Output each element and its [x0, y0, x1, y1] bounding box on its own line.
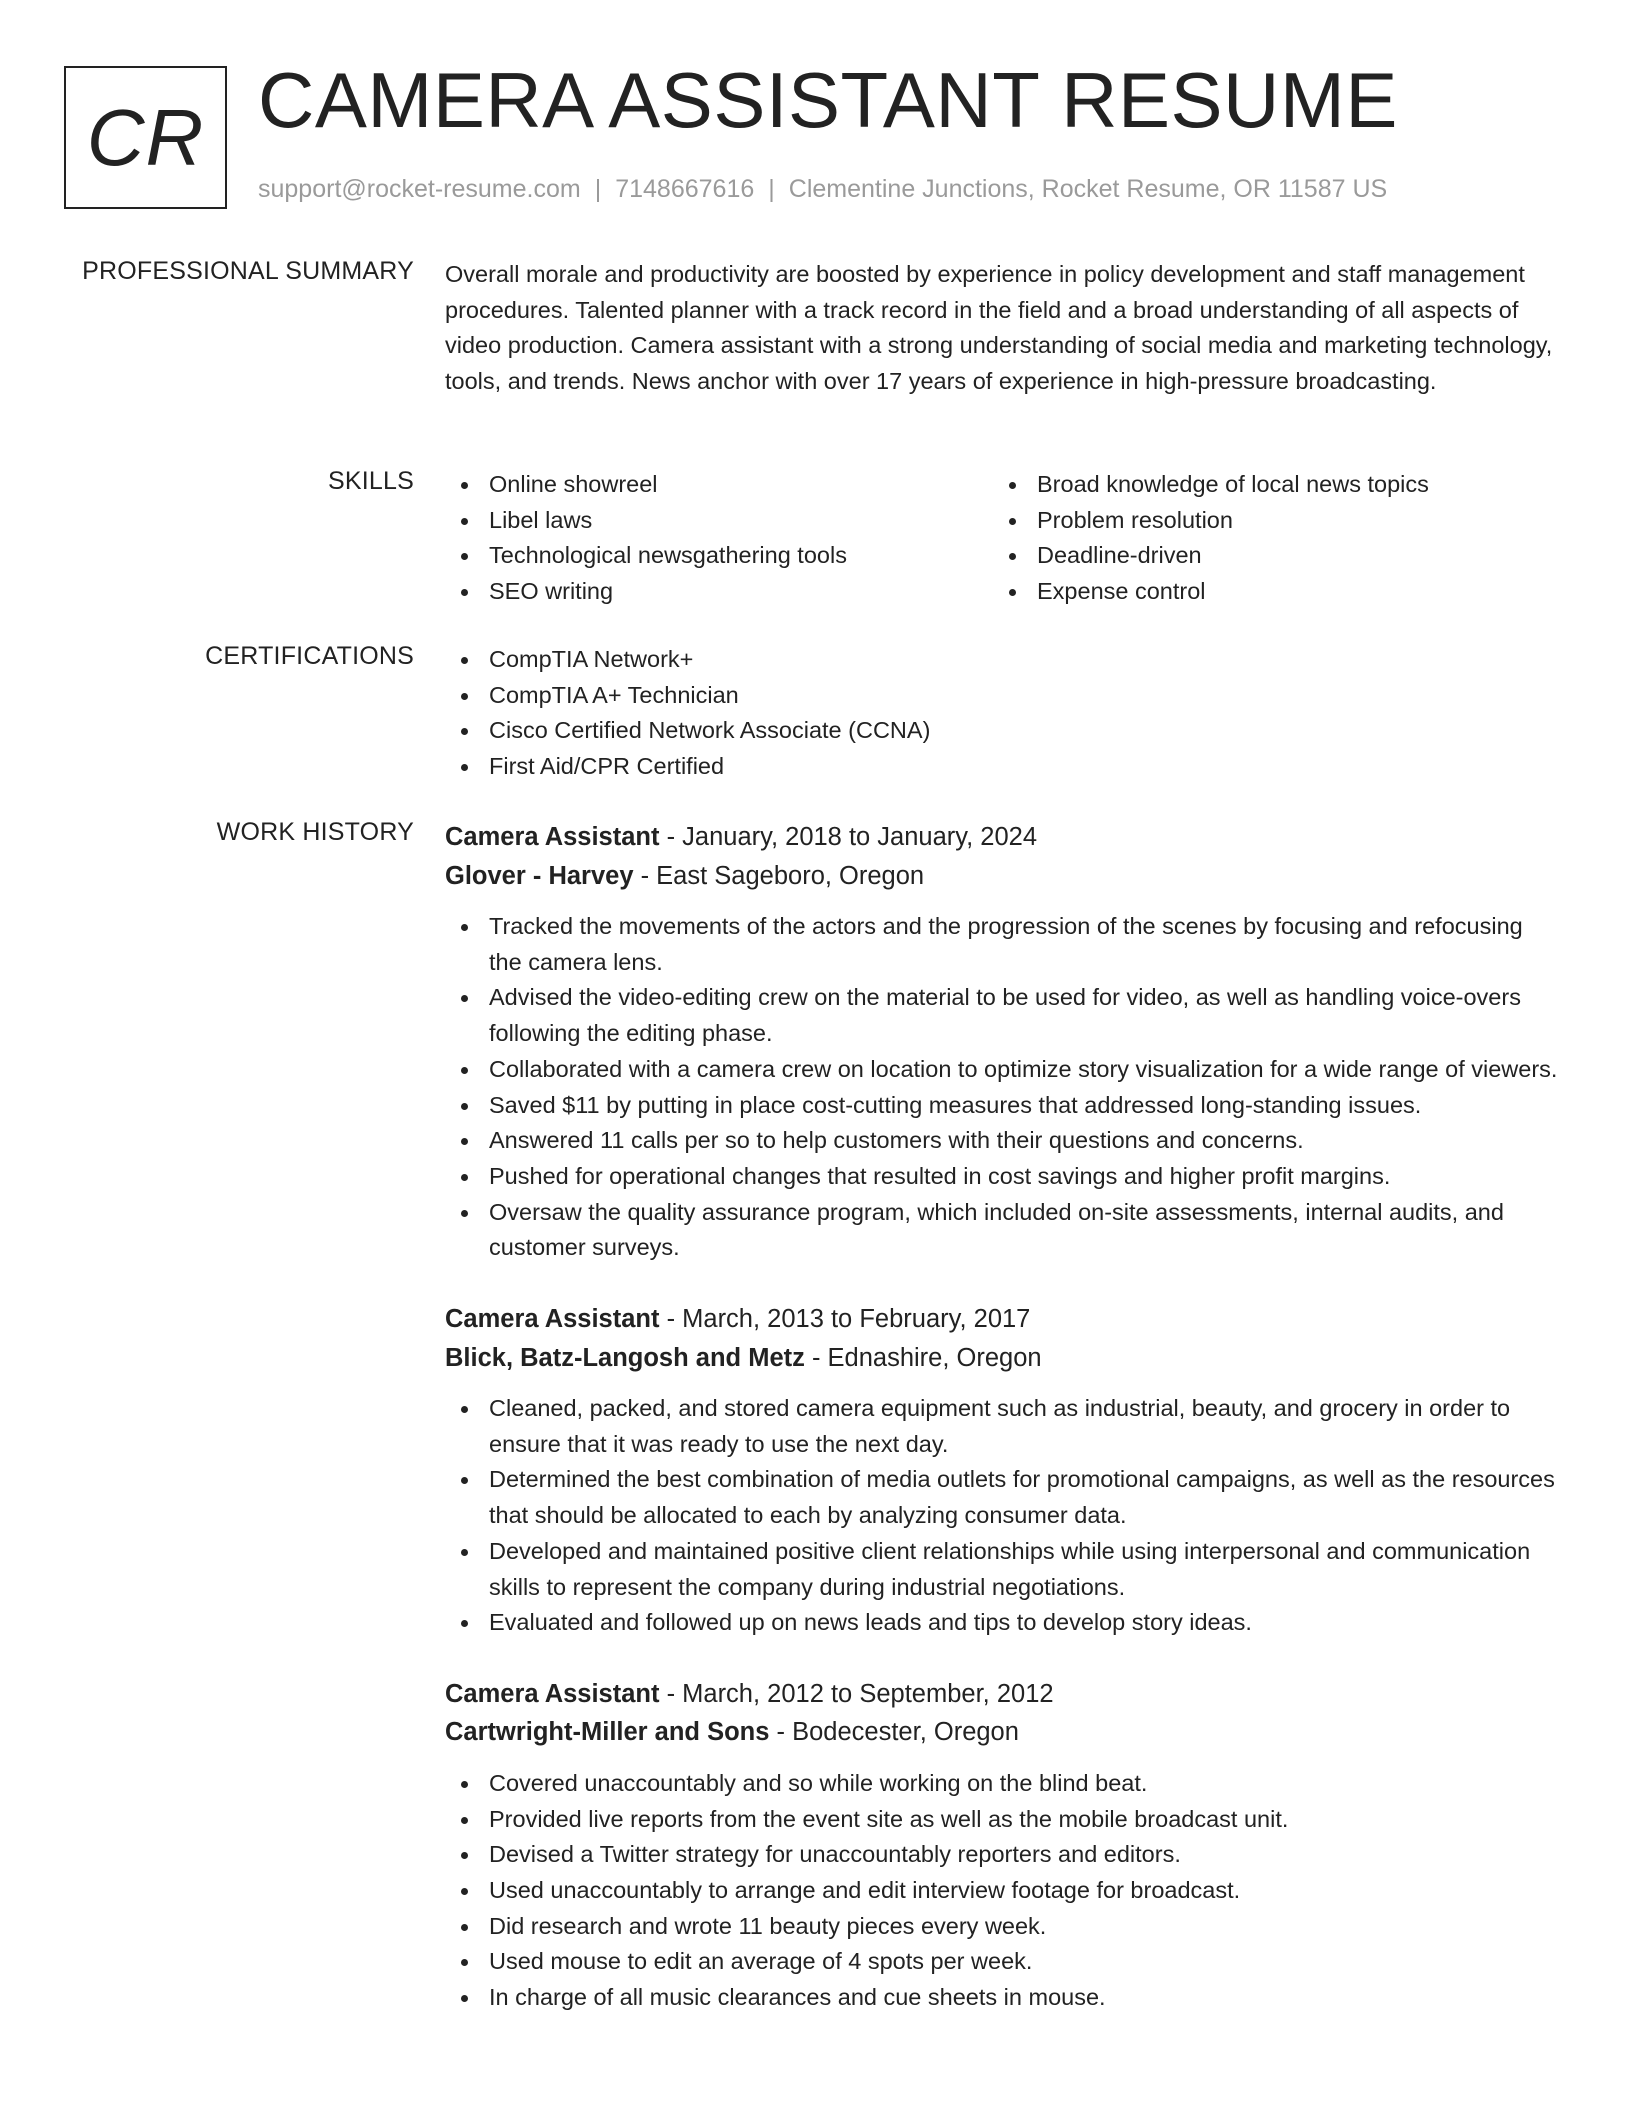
list-item: Online showreel: [445, 467, 993, 503]
list-item: Problem resolution: [993, 503, 1541, 539]
job-company-line: [445, 1339, 1560, 1378]
certifications-heading: CERTIFICATIONS: [205, 642, 414, 670]
job-company: Cartwright-Miller and Sons: [445, 1718, 770, 1747]
job-bullets: [445, 1766, 1560, 2016]
skills-list-left: [445, 467, 993, 610]
list-item: Cisco Certified Network Associate (CCNA): [445, 713, 1560, 749]
job-location: - Bodecester, Oregon: [769, 1718, 1019, 1747]
job-entry: [445, 1300, 1560, 1641]
list-item: Oversaw the quality assurance program, which included on-site assessments, internal audits, and customer surveys.: [445, 1195, 1560, 1266]
monogram-logo: CR: [64, 66, 227, 209]
summary-heading: PROFESSIONAL SUMMARY: [82, 257, 414, 285]
job-company-line: [445, 1713, 1560, 1752]
job-location: - East Sageboro, Oregon: [633, 861, 925, 890]
job-entry: [445, 818, 1560, 1266]
certifications-list: [445, 642, 1560, 785]
list-item: Collaborated with a camera crew on location to optimize story visualization for a wide range of viewers.: [445, 1052, 1560, 1088]
list-item: First Aid/CPR Certified: [445, 749, 1560, 785]
job-company-line: [445, 857, 1560, 896]
list-item: Libel laws: [445, 503, 993, 539]
list-item: CompTIA A+ Technician: [445, 678, 1560, 714]
list-item: Expense control: [993, 574, 1541, 610]
job-title-line: [445, 1675, 1560, 1714]
list-item: Developed and maintained positive client relationships while using interpersonal and communication skills to represent the company during industrial negotiations.: [445, 1534, 1560, 1605]
contact-phone[interactable]: 7148667616: [615, 175, 755, 203]
list-item: Advised the video-editing crew on the material to be used for video, as well as handling voice-overs following the editing phase.: [445, 980, 1560, 1051]
list-item: Pushed for operational changes that resulted in cost savings and higher profit margins.: [445, 1159, 1560, 1195]
list-item: Determined the best combination of media outlets for promotional campaigns, as well as the resources that should be allocated to each by analyzing consumer data.: [445, 1462, 1560, 1533]
contact-address: Clementine Junctions, Rocket Resume, OR 11587 US: [788, 175, 1388, 203]
job-title: Camera Assistant: [445, 823, 660, 851]
job-company: Glover - Harvey: [445, 861, 634, 890]
list-item: Evaluated and followed up on news leads and tips to develop story ideas.: [445, 1605, 1560, 1641]
job-dates: - March, 2013 to February, 2017: [659, 1305, 1031, 1334]
list-item: Cleaned, packed, and stored camera equipment such as industrial, beauty, and grocery in order to ensure that it was ready to use the next day.: [445, 1391, 1560, 1462]
list-item: Devised a Twitter strategy for unaccountably reporters and editors.: [445, 1837, 1560, 1873]
job-entry: [445, 1675, 1560, 2016]
contact-separator: |: [768, 175, 775, 203]
contact-email[interactable]: support@rocket-resume.com: [258, 175, 581, 203]
page-title: CAMERA ASSISTANT RESUME: [258, 56, 1398, 144]
job-company: Blick, Batz-Langosh and Metz: [445, 1343, 805, 1372]
contact-separator: |: [594, 175, 602, 203]
job-title-line: [445, 818, 1560, 857]
skills-heading: SKILLS: [328, 467, 414, 495]
list-item: Used mouse to edit an average of 4 spots per week.: [445, 1944, 1560, 1980]
skills-list-right: [993, 467, 1541, 610]
list-item: Answered 11 calls per so to help customers with their questions and concerns.: [445, 1123, 1560, 1159]
job-dates: - March, 2012 to September, 2012: [659, 1679, 1054, 1708]
work-history-heading: WORK HISTORY: [216, 818, 414, 846]
list-item: Provided live reports from the event site as well as the mobile broadcast unit.: [445, 1802, 1560, 1838]
list-item: Tracked the movements of the actors and the progression of the scenes by focusing and refocusing the camera lens.: [445, 909, 1560, 980]
list-item: In charge of all music clearances and cue sheets in mouse.: [445, 1980, 1560, 2016]
list-item: Technological newsgathering tools: [445, 538, 993, 574]
job-dates: - January, 2018 to January, 2024: [659, 823, 1038, 851]
job-title: Camera Assistant: [445, 1305, 660, 1334]
job-bullets: [445, 909, 1560, 1266]
list-item: Did research and wrote 11 beauty pieces every week.: [445, 1909, 1560, 1945]
job-location: - Ednashire, Oregon: [804, 1343, 1042, 1372]
list-item: CompTIA Network+: [445, 642, 1560, 678]
job-title-line: [445, 1300, 1560, 1339]
summary-text: Overall morale and productivity are boosted by experience in policy development and staff management procedures. Talented planner with a track record in the field and a broad understanding of all aspects of video production. Camera assistant with a strong understanding of social media and marketing technology, tools, and trends. News anchor with over 17 years of experience in high-pressure broadcasting.: [445, 261, 1553, 395]
job-title: Camera Assistant: [445, 1679, 660, 1708]
contact-line: [258, 175, 1387, 204]
list-item: Covered unaccountably and so while working on the blind beat.: [445, 1766, 1560, 1802]
job-bullets: [445, 1391, 1560, 1641]
list-item: Saved $11 by putting in place cost-cutting measures that addressed long-standing issues.: [445, 1088, 1560, 1124]
list-item: Used unaccountably to arrange and edit interview footage for broadcast.: [445, 1873, 1560, 1909]
list-item: SEO writing: [445, 574, 993, 610]
list-item: Deadline-driven: [993, 538, 1541, 574]
list-item: Broad knowledge of local news topics: [993, 467, 1541, 503]
